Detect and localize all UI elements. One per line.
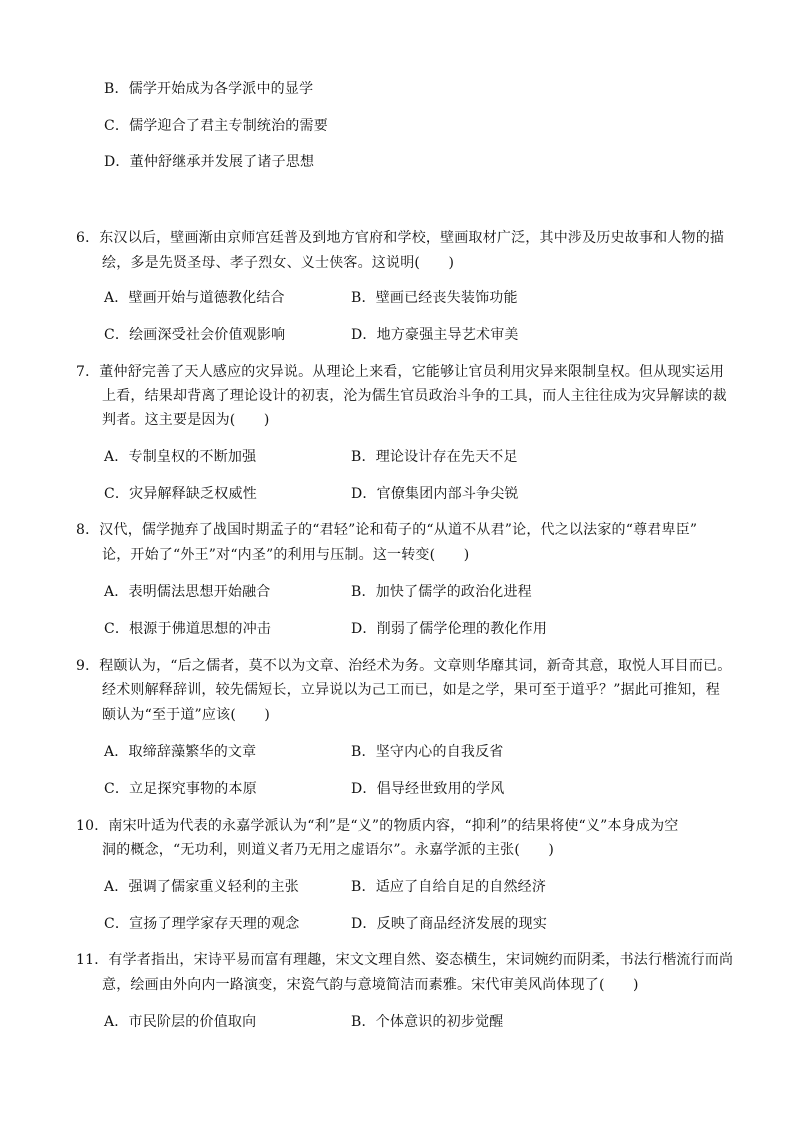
q10-option-c: C．宣扬了理学家存天理的观念	[104, 916, 300, 932]
q7-option-d: D．官僚集团内部斗争尖锐	[351, 486, 519, 502]
q6-option-a: A．壁画开始与道德教化结合	[104, 290, 285, 306]
q9-stem-line-3: 颐认为“至于道”应该( )	[102, 707, 271, 723]
q7-option-b: B．理论设计存在先天不足	[351, 449, 518, 465]
q10-option-b: B．适应了自给自足的自然经济	[351, 879, 547, 895]
q9-option-b: B．坚守内心的自我反省	[351, 744, 504, 760]
q6-option-b: B．壁画已经丧失装饰功能	[351, 290, 518, 306]
q7-stem-line-2: 上看，结果却背离了理论设计的初衷，沦为儒生官员政治斗争的工具，而人主往往成为灾异解读的裁	[102, 388, 727, 404]
q5-option-d: D．董仲舒继承并发展了诸子思想	[104, 154, 315, 170]
q6-option-d: D．地方豪强主导艺术审美	[351, 327, 519, 343]
q6-option-c: C．绘画深受社会价值观影响	[104, 327, 286, 343]
q7-stem-line-3: 判者。这主要是因为( )	[102, 412, 270, 428]
q9-option-c: C．立足探究事物的本原	[104, 781, 257, 797]
q6-stem-line-2: 绘，多是先贤圣母、孝子烈女、义士侠客。这说明( )	[102, 255, 455, 271]
q10-stem-line-1: 10．南宋叶适为代表的永嘉学派认为“利”是“义”的物质内容，“抑利”的结果将使“义”本身成为空	[76, 818, 679, 834]
q8-option-d: D．削弱了儒学伦理的教化作用	[351, 621, 548, 637]
q9-option-a: A．取缔辞藻繁华的文章	[104, 744, 257, 760]
q8-option-b: B．加快了儒学的政治化进程	[351, 584, 532, 600]
q10-stem-line-2: 洞的概念，“无功利，则道义者乃无用之虚语尔”。永嘉学派的主张( )	[102, 842, 555, 858]
q7-option-c: C．灾异解释缺乏权威性	[104, 486, 257, 502]
q9-option-d: D．倡导经世致用的学风	[351, 781, 505, 797]
q9-stem-line-2: 经术则解释辞训，较先儒短长，立异说以为己工而已，如是之学，果可至于道乎？”据此可推知，程	[102, 682, 720, 698]
q11-option-a: A．市民阶层的价值取向	[104, 1014, 257, 1030]
q10-option-d: D．反映了商品经济发展的现实	[351, 916, 548, 932]
q10-option-a: A．强调了儒家重义轻利的主张	[104, 879, 299, 895]
q7-option-a: A．专制皇权的不断加强	[104, 449, 257, 465]
q8-option-c: C．根源于佛道思想的冲击	[104, 621, 272, 637]
q11-stem-line-2: 意，绘画由外向内一路演变，宋瓷气韵与意境简洁而素雅。宋代审美风尚体现了( )	[102, 977, 639, 993]
q8-option-a: A．表明儒法思想开始融合	[104, 584, 271, 600]
q11-option-b: B．个体意识的初步觉醒	[351, 1014, 504, 1030]
q8-stem-line-2: 论，开始了“外王”对“内圣”的利用与压制。这一转变( )	[102, 547, 470, 563]
q8-stem-line-1: 8．汉代，儒学抛弃了战国时期孟子的“君轻”论和荀子的“从道不从君”论，代之以法家的“尊君卑臣”	[76, 522, 698, 538]
q11-stem-line-1: 11．有学者指出，宋诗平易而富有理趣，宋文文理自然、姿态横生，宋词婉约而阴柔，书法行楷流行而尚	[76, 952, 734, 968]
q6-stem-line-1: 6．东汉以后，壁画渐由京师宫廷普及到地方官府和学校，壁画取材广泛，其中涉及历史故事和人物的描	[76, 230, 725, 246]
q7-stem-line-1: 7．董仲舒完善了天人感应的灾异说。从理论上来看，它能够让官员利用灾异来限制皇权。但从现实运用	[76, 364, 725, 380]
q5-option-b: B．儒学开始成为各学派中的显学	[104, 81, 314, 97]
q5-option-c: C．儒学迎合了君主专制统治的需要	[104, 118, 328, 134]
q9-stem-line-1: 9．程颐认为，“后之儒者，莫不以为文章、治经术为务。文章则华靡其词，新奇其意，取悦人耳目而已。	[76, 658, 732, 674]
